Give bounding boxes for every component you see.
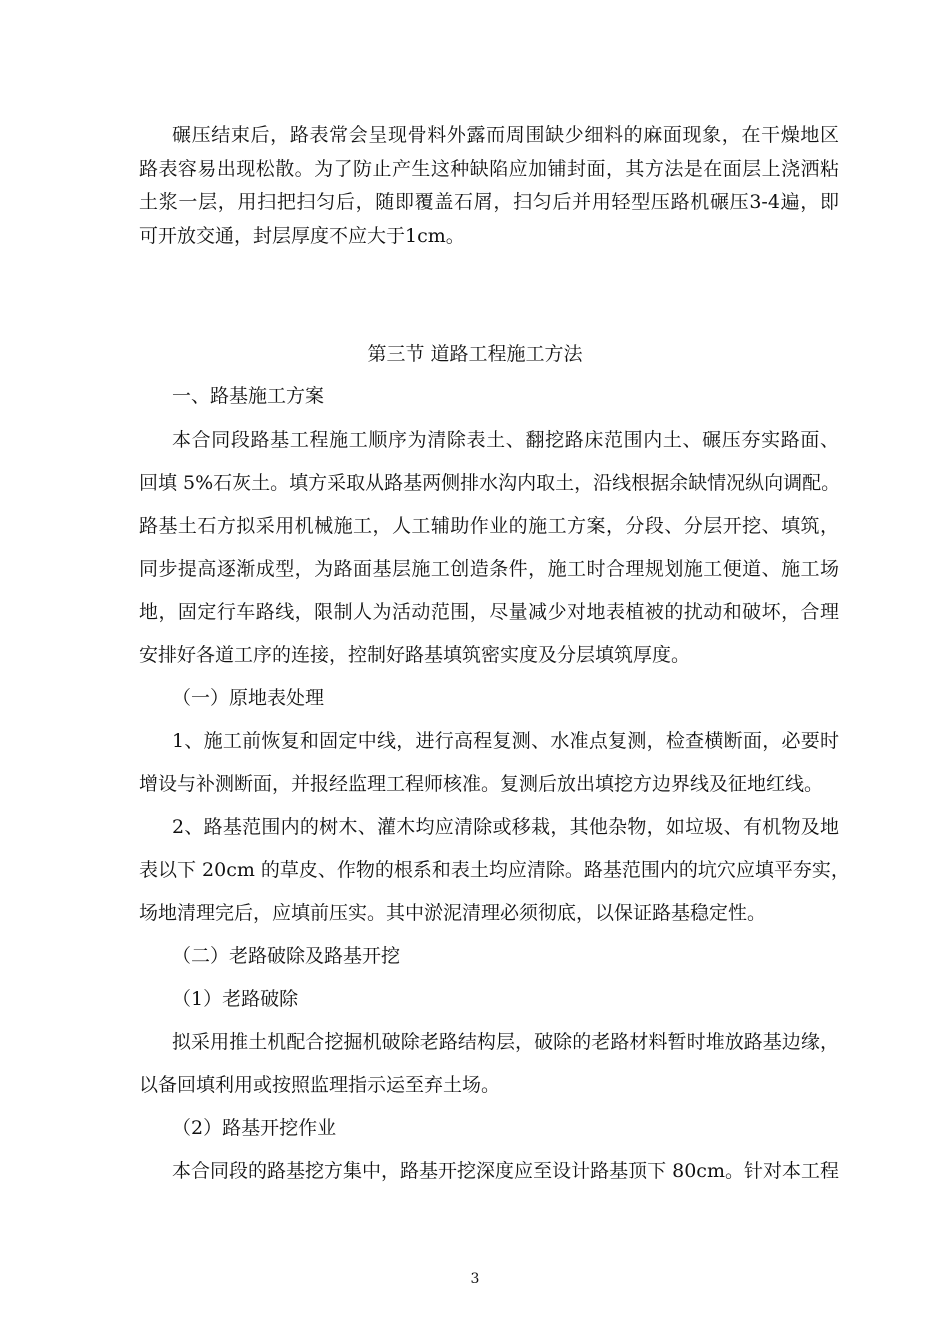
paragraph-line: 路基土石方拟采用机械施工，人工辅助作业的施工方案，分段、分层开挖、填筑， [139, 515, 839, 537]
heading-old-road-removal: （1）老路破除 [172, 988, 299, 1010]
paragraph-line: 回填 5%石灰土。填方采取从路基两侧排水沟内取土，沿线根据余缺情况纵向调配。 [139, 472, 841, 494]
paragraph-line: 安排好各道工序的连接，控制好路基填筑密实度及分层填筑厚度。 [139, 644, 691, 666]
page-number: 3 [470, 1271, 480, 1287]
heading-excavation-work: （2）路基开挖作业 [172, 1117, 337, 1139]
paragraph-line: 本合同段路基工程施工顺序为清除表土、翻挖路床范围内土、碾压夯实路面、 [172, 429, 839, 451]
heading-old-road-removal-excavation: （二）老路破除及路基开挖 [172, 945, 401, 967]
paragraph-line: 本合同段的路基挖方集中，路基开挖深度应至设计路基顶下 80cm。针对本工程 [172, 1160, 839, 1182]
paragraph-line: 碾压结束后，路表常会呈现骨料外露而周围缺少细料的麻面现象，在干燥地区 [172, 124, 839, 146]
paragraph-line: 表以下 20cm 的草皮、作物的根系和表土均应清除。路基范围内的坑穴应填平夯实， [139, 859, 850, 881]
paragraph-line: 同步提高逐渐成型，为路面基层施工创造条件，施工时合理规划施工便道、施工场 [139, 558, 839, 580]
paragraph-line: 1、施工前恢复和固定中线，进行高程复测、水准点复测，检查横断面，必要时 [172, 730, 839, 752]
paragraph-line: 路表容易出现松散。为了防止产生这种缺陷应加铺封面，其方法是在面层上浇洒粘 [139, 158, 839, 180]
paragraph-line: 增设与补测断面，并报经监理工程师核准。复测后放出填挖方边界线及征地红线。 [139, 773, 824, 795]
paragraph-line: 可开放交通，封层厚度不应大于1cm。 [139, 225, 465, 247]
paragraph-line: 地，固定行车路线，限制人为活动范围，尽量减少对地表植被的扰动和破坏，合理 [139, 601, 839, 623]
section-title: 第三节 道路工程施工方法 [367, 343, 583, 365]
paragraph-line: 土浆一层，用扫把扫匀后，随即覆盖石屑，扫匀后并用轻型压路机碾压3-4遍，即 [139, 191, 839, 213]
paragraph-line: 2、路基范围内的树木、灌木均应清除或移栽，其他杂物，如垃圾、有机物及地 [172, 816, 839, 838]
heading-route-base-plan: 一、路基施工方案 [172, 385, 325, 407]
heading-ground-treatment: （一）原地表处理 [172, 687, 325, 709]
paragraph-line: 拟采用推土机配合挖掘机破除老路结构层，破除的老路材料暂时堆放路基边缘， [172, 1031, 839, 1053]
paragraph-line: 场地清理完后，应填前压实。其中淤泥清理必须彻底，以保证路基稳定性。 [139, 902, 767, 924]
paragraph-line: 以备回填利用或按照监理指示运至弃土场。 [139, 1074, 501, 1096]
